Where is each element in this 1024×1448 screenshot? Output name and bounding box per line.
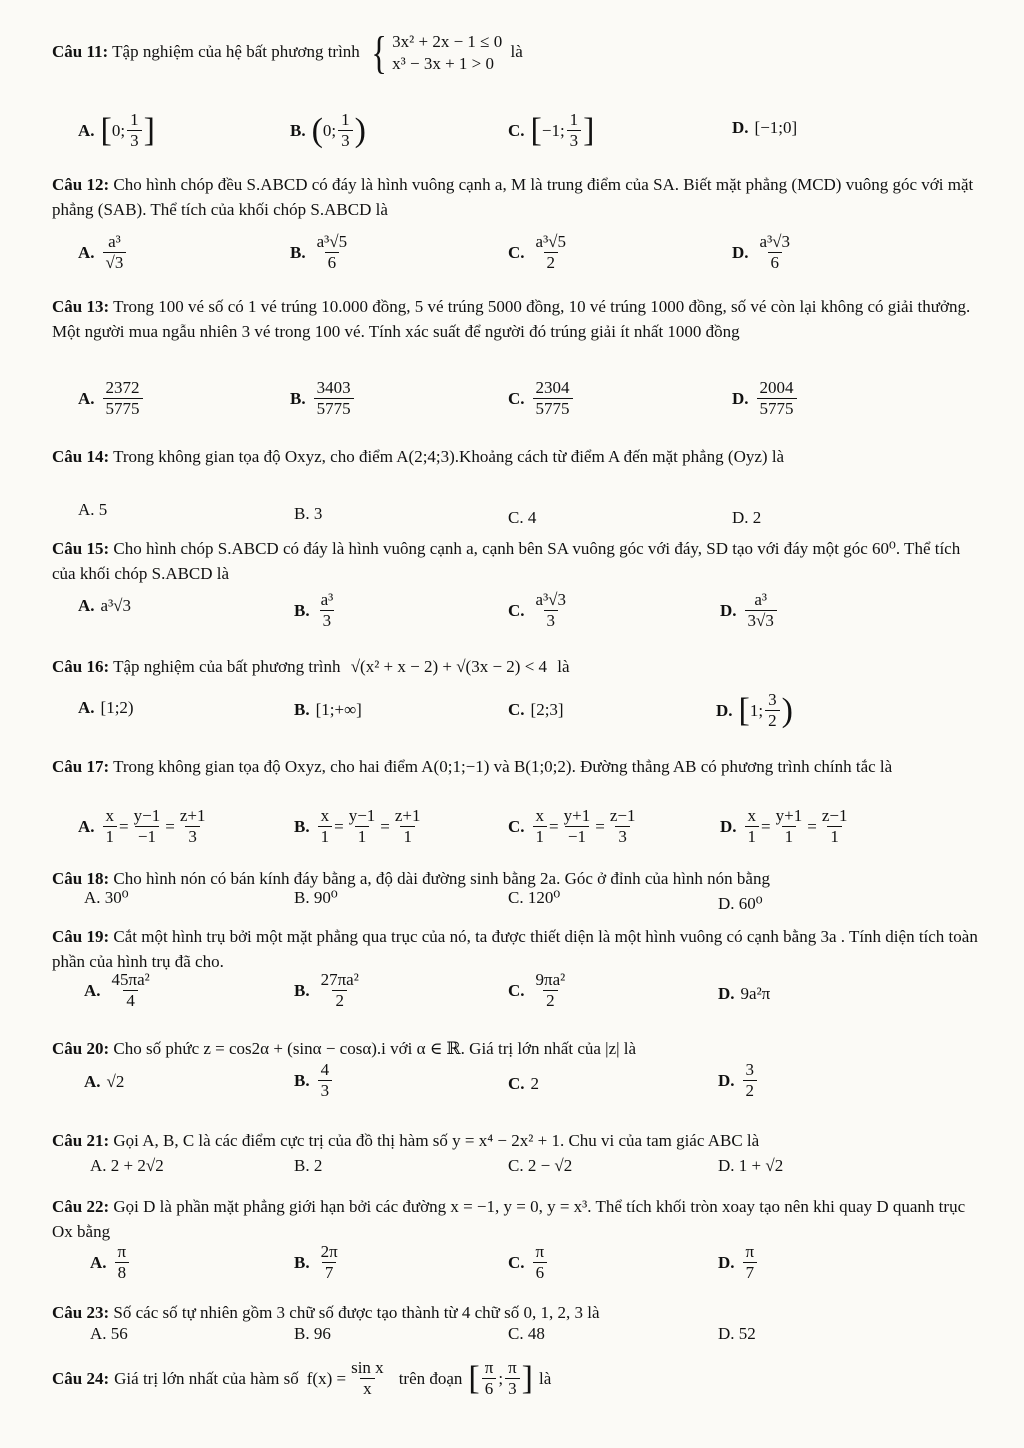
inequality-system: { 3x² + 2x − 1 ≤ 0 x³ − 3x + 1 > 0 <box>371 27 503 78</box>
option-c[interactable]: C. 120⁰ <box>508 888 561 907</box>
option-c[interactable]: C. $\frac{\pi}{6}$ <box>508 1242 549 1283</box>
option-a[interactable]: A. $\frac{2372}{5775}$ <box>78 378 145 419</box>
answer-row-11 <box>0 110 1024 170</box>
option-a[interactable]: A. [ 0; $\frac{1}{3}$ ] <box>78 110 155 150</box>
option-d[interactable]: D. 2 <box>732 508 762 527</box>
answer-row-15 <box>0 590 1024 650</box>
option-d[interactable]: D. [ 1; $\frac{3}{2}$ ) <box>716 690 793 730</box>
question-22: Câu 22: Gọi D là phần mặt phẳng giới hạn bởi các đường x = −1, y = 0, y = x³. Thể tích khối tròn xoay tạo nên khi quay D quanh trục Ox bằng <box>52 1197 966 1241</box>
option-a[interactable]: A. $\frac{\text{a³}}{√3}$ <box>78 232 128 273</box>
option-d[interactable]: D. $\frac{3}{2}$ <box>718 1060 759 1101</box>
option-b[interactable]: B. 90⁰ <box>294 888 338 907</box>
option-a[interactable]: A. 2 + 2√2 <box>90 1156 164 1175</box>
question-12: Câu 12: Cho hình chóp đều S.ABCD có đáy là hình vuông cạnh a, M là trung điểm của SA. Biết mặt phẳng (MCD) vuông góc với mặt phẳng (SAB). Thể tích của khối chóp S.ABCD là <box>52 175 974 219</box>
option-d[interactable]: D. [−1;0] <box>732 118 798 137</box>
option-d[interactable]: D. 1 + √2 <box>718 1156 784 1175</box>
question-13: Câu 13: Trong 100 vé số có 1 vé trúng 10.000 đồng, 5 vé trúng 5000 đồng, 10 vé trúng 1000 đồng, số vé còn lại không có giải thưởng. Một người mua ngẫu nhiên 3 vé trong 100 vé. Tính xác suất để người đó trúng giải ít nhất 1000 đồng <box>52 297 971 341</box>
option-d[interactable]: D. $\frac{\text{a³√3}}{6}$ <box>732 232 791 272</box>
answer-row-16 <box>0 690 1024 750</box>
question-14: Câu 14: Trong không gian tọa độ Oxyz, cho điểm A(2;4;3).Khoảng cách từ điểm A đến mặt phẳng (Oyz) là <box>52 447 785 466</box>
answer-row-20 <box>0 1060 1024 1120</box>
question-17: Câu 17: Trong không gian tọa độ Oxyz, cho hai điểm A(0;1;−1) và B(1;0;2). Đường thẳng AB có phương trình chính tắc là <box>52 757 893 776</box>
option-b[interactable]: B. ( 0; $\frac{1}{3}$ ) <box>290 110 366 150</box>
question-20: Câu 20: Cho số phức z = cos2α + (sinα − cosα).i với α ∈ ℝ. Giá trị lớn nhất của |z| là <box>52 1039 637 1058</box>
question-11 <box>52 27 980 78</box>
question-16: Câu 16: Tập nghiệm của bất phương trình √(x² + x − 2) + √(3x − 2) < 4 là <box>52 657 570 676</box>
function-fraction: $\frac{\text{sin x}}{x}$ <box>351 1358 384 1398</box>
option-c[interactable]: C. 2 <box>508 1074 540 1093</box>
option-b[interactable]: B. $\frac{\text{a³√5}}{6}$ <box>290 232 348 272</box>
option-b[interactable]: B. 96 <box>294 1324 331 1343</box>
answer-row-17 <box>0 806 1024 866</box>
option-a[interactable]: A. 30⁰ <box>84 888 129 907</box>
answer-row-22 <box>0 1242 1024 1302</box>
option-c[interactable]: C. $\frac{\text{a³√3}}{3}$ <box>508 590 567 630</box>
answer-row-19 <box>0 970 1024 1030</box>
option-b[interactable]: B. $\frac{x}{1}$ = $\frac{y-1}{1}$ = $\frac{z+1}{1}$ <box>294 806 421 846</box>
option-d[interactable]: D. 9a²π <box>718 984 771 1003</box>
system-line-1: 3x² + 2x − 1 ≤ 0 <box>392 32 503 51</box>
option-c[interactable]: C. 48 <box>508 1324 545 1343</box>
option-d[interactable]: D. $\frac{\text{a³}}{3√3}$ <box>720 590 779 631</box>
option-b[interactable]: B. $\frac{2\pi}{7}$ <box>294 1242 338 1282</box>
question-text: Tập nghiệm của hệ bất phương trình <box>112 41 360 61</box>
option-c[interactable]: C. $\frac{\text{9πa²}}{2}$ <box>508 970 566 1010</box>
question-24: Câu 24: Giá trị lớn nhất của hàm số f(x) = $\frac{\text{sin x}}{x}$ trên đoạn [ $\frac{\pi}{6}$ ; $\frac{\pi}{3}$ ] là <box>52 1358 552 1398</box>
option-a[interactable]: A. $\frac{\text{45πa²}}{4}$ <box>84 970 150 1010</box>
option-a[interactable]: A. 5 <box>78 500 108 519</box>
option-d[interactable]: D. $\frac{2004}{5775}$ <box>732 378 799 419</box>
option-c[interactable]: C. [ −1; $\frac{1}{3}$ ] <box>508 110 595 150</box>
option-b[interactable]: B. $\frac{\text{a³}}{3}$ <box>294 590 334 630</box>
option-b[interactable]: B. $\frac{3403}{5775}$ <box>290 378 356 419</box>
option-a[interactable]: A. 56 <box>90 1324 128 1343</box>
system-line-2: x³ − 3x + 1 > 0 <box>392 54 495 73</box>
option-a[interactable]: A. a³√3 <box>78 596 132 615</box>
option-d[interactable]: D. 60⁰ <box>718 894 763 913</box>
question-15: Câu 15: Cho hình chóp S.ABCD có đáy là hình vuông cạnh a, cạnh bên SA vuông góc với đáy, SD tạo với đáy một góc 60⁰. Thể tích của khối chóp S.ABCD là <box>52 539 961 583</box>
answer-row-13 <box>0 378 1024 438</box>
option-d[interactable]: D. 52 <box>718 1324 756 1343</box>
question-23: Câu 23: Số các số tự nhiên gồm 3 chữ số được tạo thành từ 4 chữ số 0, 1, 2, 3 là <box>52 1303 600 1322</box>
question-19: Câu 19: Cắt một hình trụ bởi một mặt phẳng qua trục của nó, ta được thiết diện là một hình vuông có cạnh bằng 3a . Tính diện tích toàn phần của hình trụ đã cho. <box>52 927 978 971</box>
question-18: Câu 18: Cho hình nón có bán kính đáy bằng a, độ dài đường sinh bằng 2a. Góc ở đỉnh của hình nón bằng <box>52 869 770 888</box>
option-c[interactable]: C. 2 − √2 <box>508 1156 573 1175</box>
option-d[interactable]: D. $\frac{x}{1}$ = $\frac{y+1}{1}$ = $\frac{z-1}{1}$ <box>720 806 848 846</box>
option-b[interactable]: B. 2 <box>294 1156 323 1175</box>
option-a[interactable]: A. $\frac{x}{1}$ = $\frac{y-1}{-1}$ = $\frac{z+1}{3}$ <box>78 806 206 846</box>
option-a[interactable]: A. [1;2) <box>78 698 134 717</box>
question-label: Câu 11: <box>52 41 109 61</box>
option-c[interactable]: C. $\frac{\text{a³√5}}{2}$ <box>508 232 567 272</box>
option-b[interactable]: B. $\frac{\text{27πa²}}{2}$ <box>294 970 359 1010</box>
question-tail: là <box>510 41 523 61</box>
question-21: Câu 21: Gọi A, B, C là các điểm cực trị của đồ thị hàm số y = x⁴ − 2x² + 1. Chu vi của tam giác ABC là <box>52 1131 760 1150</box>
option-c[interactable]: C. $\frac{x}{1}$ = $\frac{y+1}{-1}$ = $\frac{z-1}{3}$ <box>508 806 636 846</box>
answer-row-12 <box>0 232 1024 292</box>
option-c[interactable]: C. $\frac{2304}{5775}$ <box>508 378 575 419</box>
option-b[interactable]: B. 3 <box>294 504 323 523</box>
option-b[interactable]: B. $\frac{4}{3}$ <box>294 1060 334 1101</box>
option-c[interactable]: C. [2;3] <box>508 700 564 719</box>
option-a[interactable]: A. $\frac{\pi}{8}$ <box>90 1242 131 1283</box>
inequality-expression: √(x² + x − 2) + √(3x − 2) < 4 <box>350 657 548 676</box>
option-c[interactable]: C. 4 <box>508 508 537 527</box>
option-a[interactable]: A. √2 <box>84 1072 125 1091</box>
option-d[interactable]: D. $\frac{\pi}{7}$ <box>718 1242 759 1283</box>
option-b[interactable]: B. [1;+∞] <box>294 700 362 719</box>
